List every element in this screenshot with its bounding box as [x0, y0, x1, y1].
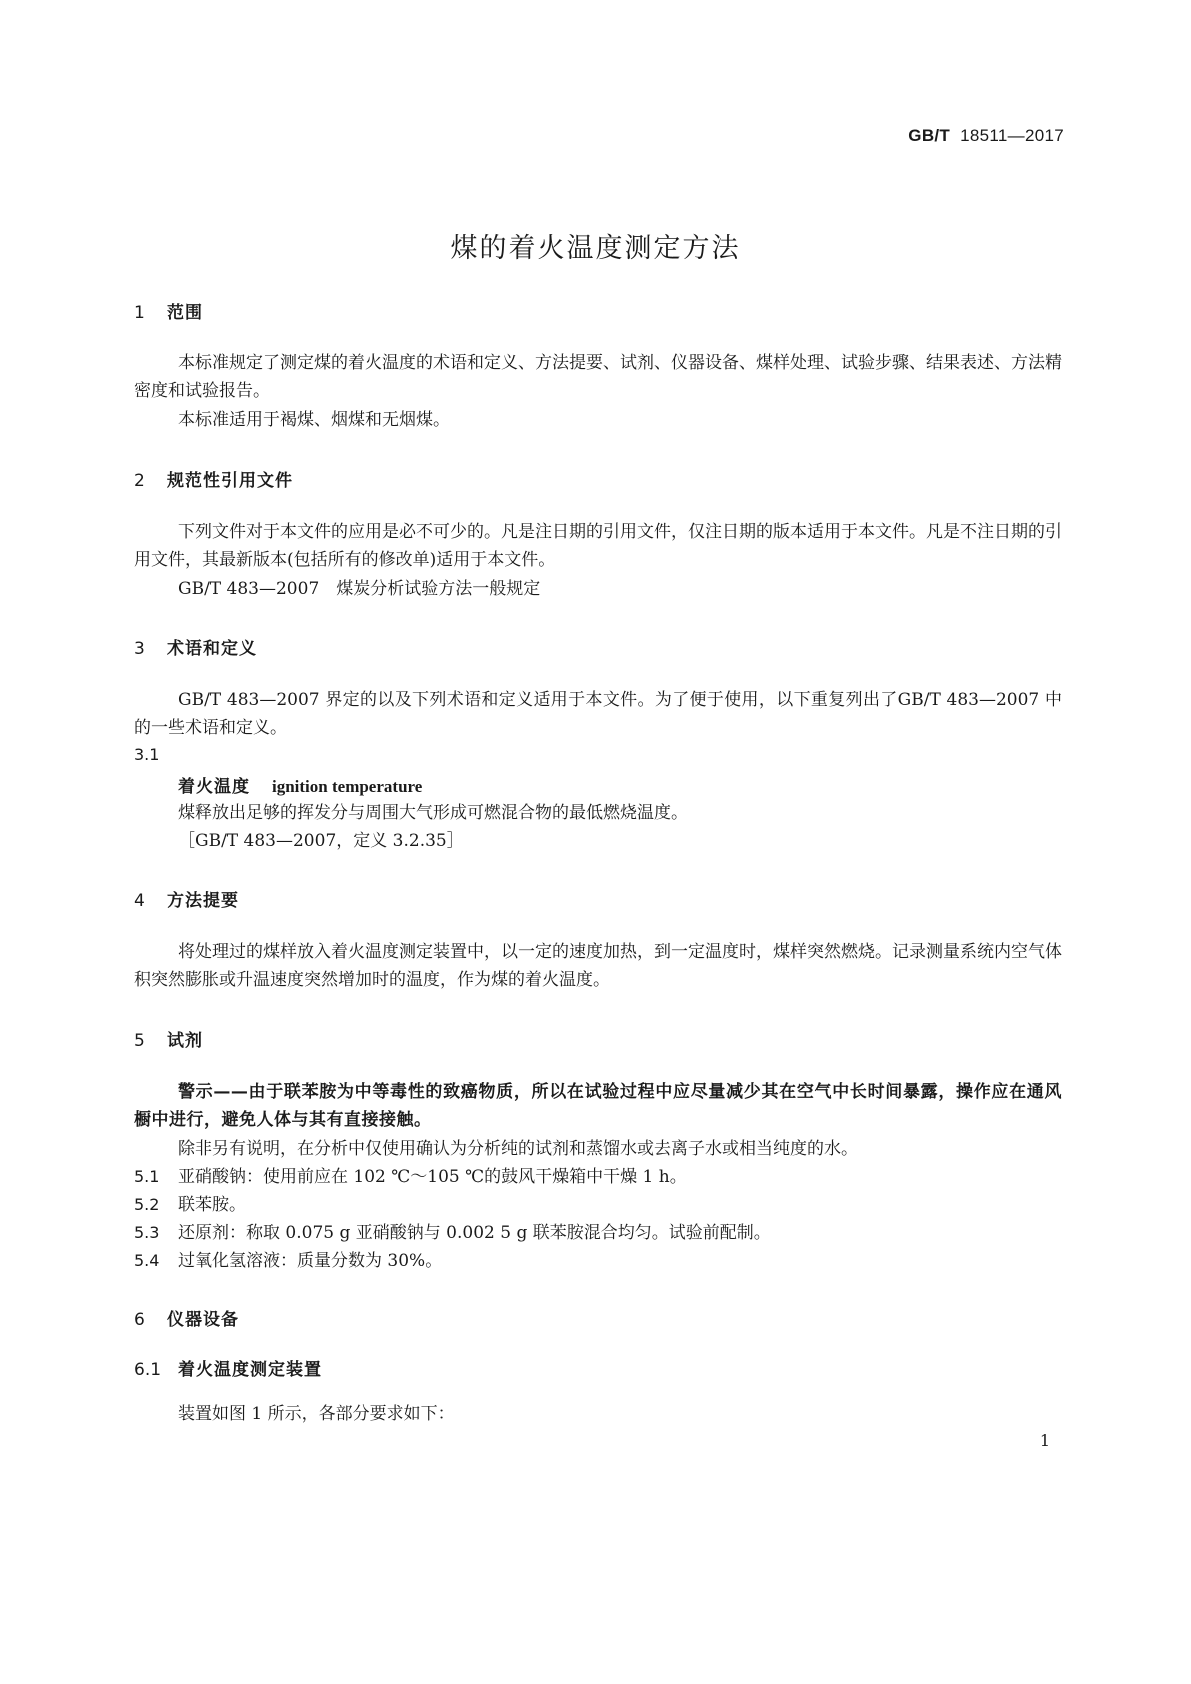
page-number: 1	[1039, 1431, 1050, 1450]
section-number: 6	[134, 1310, 145, 1330]
section-5-heading	[134, 1026, 203, 1051]
subsection-title: 着火温度测定装置	[178, 1360, 322, 1380]
subsection-6-1-heading	[134, 1355, 322, 1380]
reagent-item	[134, 1190, 246, 1215]
section-3-paragraph-1: GB/T 483—2007 界定的以及下列术语和定义适用于本文件。为了便于使用，以下重复列出了GB/T 483—2007 中的一些术语和定义。	[134, 690, 1062, 738]
term-entry	[178, 772, 422, 797]
standard-code	[908, 126, 1064, 146]
reagent-intro: 除非另有说明，在分析中仅使用确认为分析纯的试剂和蒸馏水或去离子水或相当纯度的水。	[178, 1139, 858, 1159]
item-number: 5.1	[134, 1167, 160, 1186]
item-number: 5.3	[134, 1223, 160, 1242]
section-number: 4	[134, 891, 145, 911]
normative-reference-item: GB/T 483—2007 煤炭分析试验方法一般规定	[178, 579, 541, 599]
section-title: 试剂	[167, 1031, 203, 1051]
section-6-paragraph-1: 装置如图 1 所示，各部分要求如下：	[178, 1404, 455, 1424]
section-3-heading	[134, 634, 257, 659]
term-number: 3.1	[134, 745, 160, 764]
reagent-item	[134, 1246, 442, 1271]
term-source: ［GB/T 483—2007，定义 3.2.35］	[178, 831, 464, 851]
warning-notice: 警示——由于联苯胺为中等毒性的致癌物质，所以在试验过程中应尽量减少其在空气中长时间暴露，操作应在通风橱中进行，避免人体与其有直接接触。	[134, 1082, 1062, 1130]
standard-code-prefix: GB/T	[908, 126, 951, 145]
section-1-heading	[134, 298, 203, 323]
section-number: 5	[134, 1031, 145, 1051]
section-title: 规范性引用文件	[167, 471, 293, 491]
item-number: 5.2	[134, 1195, 160, 1214]
section-title: 仪器设备	[167, 1310, 239, 1330]
section-title: 术语和定义	[167, 639, 257, 659]
section-1-paragraph-2: 本标准适用于褐煤、烟煤和无烟煤。	[178, 410, 450, 430]
section-4-paragraph-1: 将处理过的煤样放入着火温度测定装置中，以一定的速度加热，到一定温度时，煤样突然燃烧。记录测量系统内空气体积突然膨胀或升温速度突然增加时的温度，作为煤的着火温度。	[134, 942, 1062, 990]
item-text: 联苯胺。	[178, 1195, 246, 1215]
section-title: 方法提要	[167, 891, 239, 911]
reagent-item	[134, 1162, 687, 1187]
term-english: ignition temperature	[272, 777, 423, 796]
section-4-heading	[134, 886, 239, 911]
section-6-heading	[134, 1305, 239, 1330]
section-title: 范围	[167, 303, 203, 323]
section-number: 2	[134, 471, 145, 491]
section-number: 1	[134, 303, 145, 323]
subsection-number: 6.1	[134, 1360, 162, 1380]
section-1-paragraph-1: 本标准规定了测定煤的着火温度的术语和定义、方法提要、试剂、仪器设备、煤样处理、试验步骤、结果表述、方法精密度和试验报告。	[134, 353, 1062, 401]
item-text: 过氧化氢溶液：质量分数为 30%。	[178, 1251, 443, 1271]
term-chinese: 着火温度	[178, 777, 250, 797]
section-2-paragraph-1: 下列文件对于本文件的应用是必不可少的。凡是注日期的引用文件，仅注日期的版本适用于本文件。凡是不注日期的引用文件，其最新版本(包括所有的修改单)适用于本文件。	[134, 522, 1062, 570]
item-text: 亚硝酸钠：使用前应在 102 ℃～105 ℃的鼓风干燥箱中干燥 1 h。	[178, 1167, 687, 1187]
item-text: 还原剂：称取 0.075 g 亚硝酸钠与 0.002 5 g 联苯胺混合均匀。试验前配制。	[178, 1223, 771, 1243]
item-number: 5.4	[134, 1251, 160, 1270]
reagent-item	[134, 1218, 771, 1243]
section-number: 3	[134, 639, 145, 659]
document-title: 煤的着火温度测定方法	[450, 233, 741, 264]
standard-code-number: 18511—2017	[960, 126, 1064, 145]
term-definition: 煤释放出足够的挥发分与周围大气形成可燃混合物的最低燃烧温度。	[178, 803, 688, 823]
section-2-heading	[134, 466, 293, 491]
